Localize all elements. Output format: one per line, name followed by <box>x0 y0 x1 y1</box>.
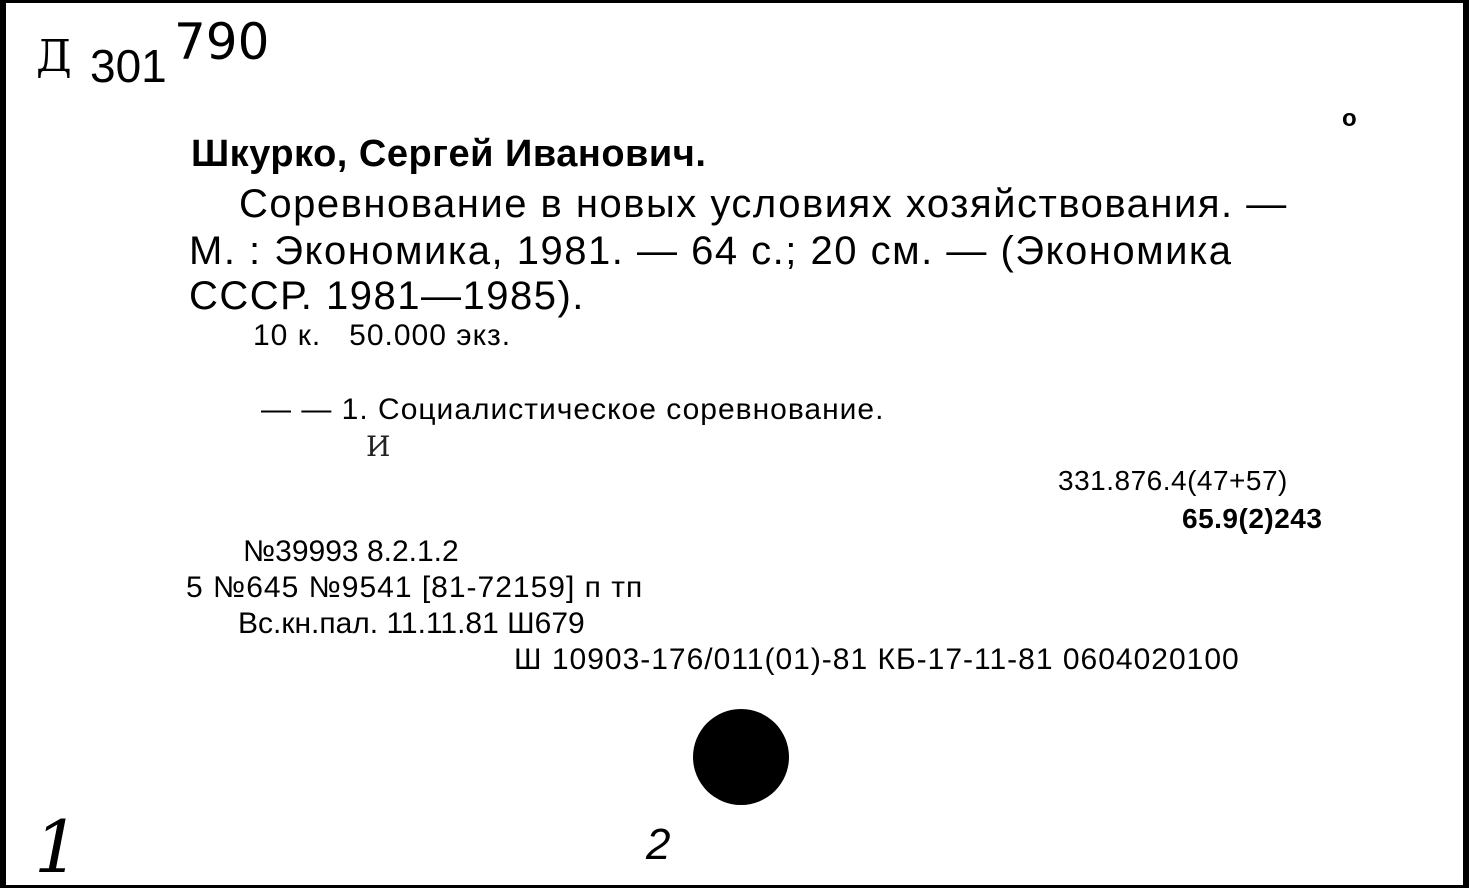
call-number: 301 <box>90 40 167 92</box>
bbk-index: 65.9(2)243 <box>1182 503 1323 534</box>
corner-mark: о <box>1342 105 1357 132</box>
call-number-superscript: 790 <box>174 13 270 71</box>
call-prefix: Д <box>36 31 72 82</box>
title-line-2: М. : Экономика, 1981. — 64 с.; 20 см. — (Экономика <box>189 229 1233 273</box>
title-line-1: Соревнование в новых условиях хозяйствования. — <box>239 182 1288 226</box>
inventory-line: 5 №645 №9541 [81-72159] п тп <box>186 571 644 604</box>
title-line-3: СССР. 1981—1985). <box>189 274 585 318</box>
book-chamber-line: Вс.кн.пал. 11.11.81 Ш679 <box>238 607 585 640</box>
handwritten-mark-bottom: 2 <box>646 820 671 869</box>
handwritten-mark-left: 1 <box>34 805 80 889</box>
price-print-run: 10 к. 50.000 экз. <box>253 319 512 352</box>
handwritten-note: И <box>366 430 391 463</box>
subject-heading: — — 1. Социалистическое соревнование. <box>261 393 885 426</box>
udc-index: 331.876.4(47+57) <box>1058 465 1288 496</box>
punch-hole <box>693 709 789 805</box>
author-heading: Шкурко, Сергей Иванович. <box>191 133 707 175</box>
accession-number: №39993 8.2.1.2 <box>243 535 459 568</box>
classification-code: Ш 10903-176/011(01)-81 КБ-17-11-81 0604020100 <box>514 643 1240 676</box>
